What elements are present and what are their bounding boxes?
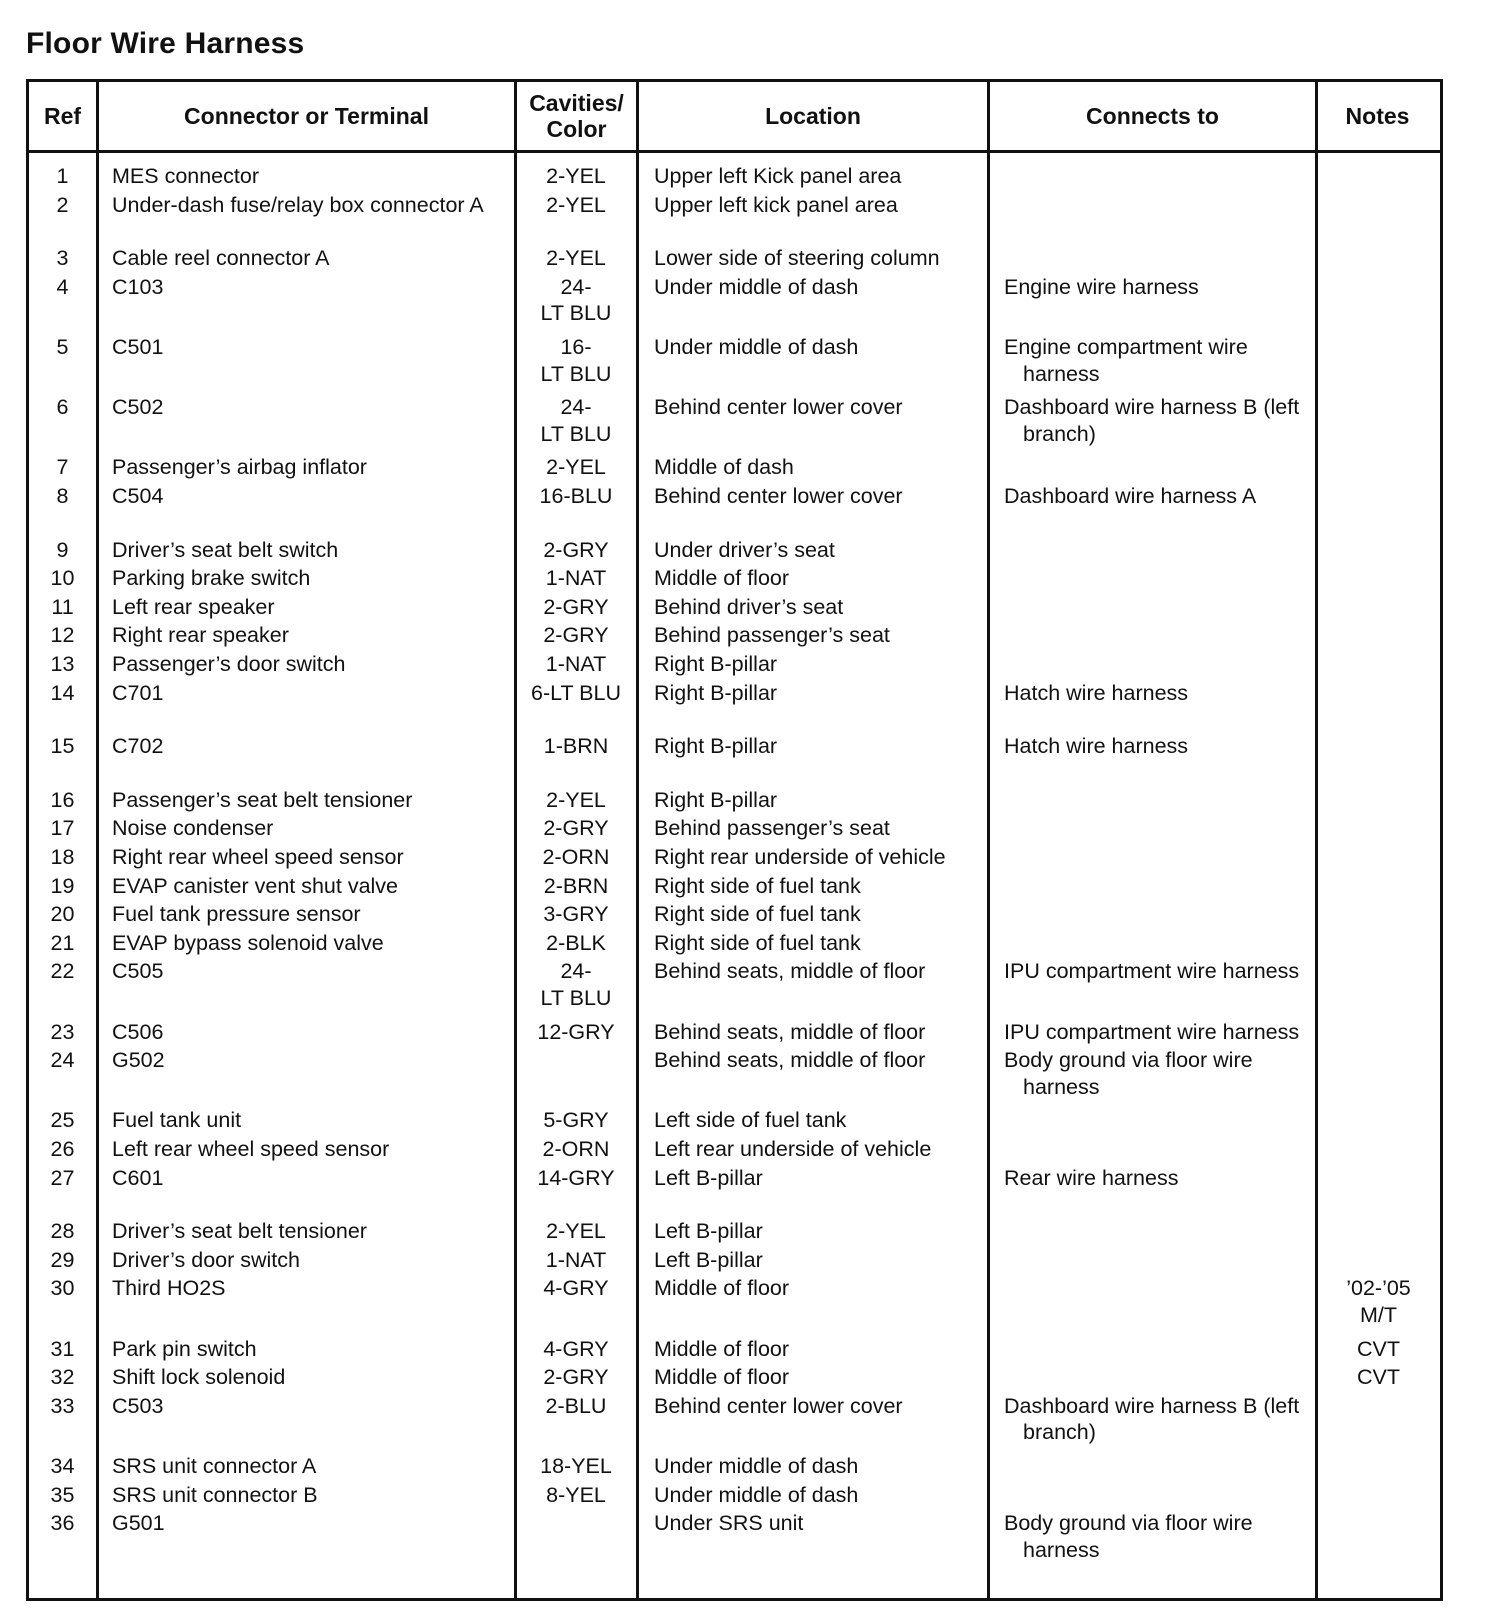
page-title: Floor Wire Harness xyxy=(26,27,305,60)
row-connector: Driver’s door switch xyxy=(112,1247,300,1272)
row-cavities: 2-BRN xyxy=(543,873,609,898)
row-connects-to: Hatch wire harness xyxy=(1004,680,1189,705)
row-cavities: 16- LT BLU xyxy=(540,335,612,386)
row-location: Upper left kick panel area xyxy=(654,192,898,217)
row-connector: C502 xyxy=(112,395,164,420)
row-location: Middle of floor xyxy=(654,1336,790,1361)
row-location: Right rear underside of vehicle xyxy=(654,845,946,869)
row-location: Behind passenger’s seat xyxy=(654,623,890,648)
row-connects-to: Body ground via floor wire harness xyxy=(1004,1048,1253,1099)
row-location: Right side of fuel tank xyxy=(654,902,861,927)
row-ref: 7 xyxy=(56,455,69,480)
row-connector: C504 xyxy=(112,484,164,508)
row-connector: C506 xyxy=(112,1019,164,1044)
row-ref: 8 xyxy=(56,484,69,508)
row-location: Middle of floor xyxy=(654,1276,790,1301)
row-ref: 16 xyxy=(50,787,75,812)
row-ref: 30 xyxy=(50,1276,75,1301)
row-connector: C503 xyxy=(112,1393,164,1418)
row-ref: 2 xyxy=(56,192,69,217)
row-ref: 35 xyxy=(50,1482,75,1507)
row-location: Under middle of dash xyxy=(654,274,859,299)
row-ref: 4 xyxy=(56,274,69,299)
row-cavities: 24- LT BLU xyxy=(540,274,612,326)
row-connector: SRS unit connector A xyxy=(112,1454,317,1478)
row-connector: Park pin switch xyxy=(112,1336,257,1361)
row-connects-to: Hatch wire harness xyxy=(1004,734,1189,759)
row-cavities: 2-BLK xyxy=(546,930,606,955)
row-location: Right B-pillar xyxy=(654,734,778,759)
row-connects-to: Dashboard wire harness A xyxy=(1004,484,1257,508)
row-location: Right B-pillar xyxy=(654,787,778,812)
row-connector: SRS unit connector B xyxy=(112,1482,318,1507)
row-notes: CVT xyxy=(1357,1365,1400,1390)
row-connector: Shift lock solenoid xyxy=(112,1365,286,1390)
row-cavities: 1-NAT xyxy=(545,566,607,591)
row-ref: 5 xyxy=(56,335,69,359)
row-cavities: 6-LT BLU xyxy=(530,680,622,705)
row-connector: Left rear speaker xyxy=(112,594,275,619)
row-location: Right side of fuel tank xyxy=(654,930,861,955)
row-connector: Fuel tank pressure sensor xyxy=(112,902,361,927)
row-location: Left B-pillar xyxy=(654,1219,763,1244)
row-cavities: 4-GRY xyxy=(543,1336,609,1361)
row-cavities: 24- LT BLU xyxy=(540,959,612,1010)
row-connector: Third HO2S xyxy=(112,1276,226,1301)
row-connector: Noise condenser xyxy=(112,816,274,841)
row-connector: EVAP canister vent shut valve xyxy=(112,873,399,898)
row-notes: ’02-’05 M/T xyxy=(1346,1276,1411,1327)
row-cavities: 14-GRY xyxy=(537,1165,615,1190)
row-cavities: 1-NAT xyxy=(545,1247,607,1272)
row-cavities: 5-GRY xyxy=(543,1108,609,1133)
row-connector: Passenger’s door switch xyxy=(112,652,346,676)
row-ref: 10 xyxy=(50,566,75,591)
row-connector: Left rear wheel speed sensor xyxy=(112,1137,390,1161)
row-ref: 3 xyxy=(56,246,69,271)
row-ref: 13 xyxy=(50,652,75,676)
row-cavities: 2-YEL xyxy=(546,787,606,812)
row-connector: Passenger’s seat belt tensioner xyxy=(112,787,413,812)
row-cavities: 16-BLU xyxy=(539,484,613,508)
row-connector: Right rear wheel speed sensor xyxy=(112,845,404,869)
row-cavities: 8-YEL xyxy=(546,1482,606,1507)
header-divider xyxy=(29,150,1440,153)
row-location: Left B-pillar xyxy=(654,1165,763,1190)
row-connector: G501 xyxy=(112,1511,165,1536)
row-location: Behind center lower cover xyxy=(654,395,903,420)
row-cavities: 2-GRY xyxy=(543,594,609,619)
row-cavities: 2-YEL xyxy=(546,455,606,480)
row-connects-to: IPU compartment wire harness xyxy=(1004,1019,1300,1044)
row-ref: 32 xyxy=(50,1365,75,1390)
row-cavities: 2-ORN xyxy=(542,845,610,869)
row-connector: Under-dash fuse/relay box connector A xyxy=(112,192,484,217)
header-connects-to: Connects to xyxy=(1086,103,1219,129)
row-location: Under middle of dash xyxy=(654,335,859,359)
row-connector: Driver’s seat belt tensioner xyxy=(112,1219,367,1244)
row-ref: 18 xyxy=(50,845,75,869)
row-ref: 12 xyxy=(50,623,75,648)
row-connector: C501 xyxy=(112,335,164,359)
row-connects-to: Dashboard wire harness B (left branch) xyxy=(1004,1393,1300,1445)
header-cavities xyxy=(517,82,636,150)
column-divider xyxy=(1315,82,1318,1598)
row-location: Right side of fuel tank xyxy=(654,873,861,898)
row-cavities: 2-YEL xyxy=(546,192,606,217)
row-ref: 26 xyxy=(50,1137,75,1161)
row-location: Under middle of dash xyxy=(654,1454,859,1478)
row-ref: 31 xyxy=(50,1336,75,1361)
row-connector: Driver’s seat belt switch xyxy=(112,537,339,562)
row-connects-to: Body ground via floor wire harness xyxy=(1004,1511,1253,1562)
row-ref: 15 xyxy=(50,734,75,759)
row-notes: CVT xyxy=(1357,1336,1400,1361)
row-ref: 34 xyxy=(50,1454,75,1478)
row-location: Left side of fuel tank xyxy=(654,1108,847,1133)
row-ref: 19 xyxy=(50,873,75,898)
row-connects-to: IPU compartment wire harness xyxy=(1004,959,1300,984)
row-connector: MES connector xyxy=(112,164,259,188)
row-ref: 11 xyxy=(51,594,74,619)
row-cavities: 2-YEL xyxy=(546,164,606,188)
row-ref: 14 xyxy=(50,680,75,705)
row-ref: 29 xyxy=(50,1247,75,1272)
row-cavities: 1-BRN xyxy=(543,734,609,759)
row-location: Right B-pillar xyxy=(654,652,778,676)
row-location: Middle of floor xyxy=(654,1365,790,1390)
header-cavities-line1: Cavities/ xyxy=(529,90,624,116)
row-cavities: 2-GRY xyxy=(543,1365,609,1390)
row-cavities: 2-GRY xyxy=(543,623,609,648)
row-ref: 20 xyxy=(50,902,75,927)
row-ref: 23 xyxy=(50,1019,75,1044)
row-connector: C702 xyxy=(112,734,164,759)
row-ref: 17 xyxy=(50,816,75,841)
row-connector: Fuel tank unit xyxy=(112,1108,242,1133)
header-ref: Ref xyxy=(43,103,82,129)
header-location: Location xyxy=(765,103,861,129)
row-cavities: 1-NAT xyxy=(545,652,607,676)
row-connects-to: Engine compartment wire harness xyxy=(1004,335,1248,386)
header-cavities-line2: Color xyxy=(546,116,607,142)
row-location: Upper left Kick panel area xyxy=(654,164,902,188)
row-location: Lower side of steering column xyxy=(654,246,940,271)
row-connector: C601 xyxy=(112,1165,164,1190)
row-location: Behind driver’s seat xyxy=(654,594,844,619)
row-location: Behind seats, middle of floor xyxy=(654,959,926,984)
header-notes: Notes xyxy=(1345,103,1410,129)
row-location: Behind center lower cover xyxy=(654,484,903,508)
row-cavities: 2-GRY xyxy=(543,816,609,841)
row-connects-to: Rear wire harness xyxy=(1004,1165,1179,1190)
row-cavities: 2-YEL xyxy=(546,246,606,271)
row-location: Behind passenger’s seat xyxy=(654,816,890,841)
row-location: Behind center lower cover xyxy=(654,1393,903,1418)
row-location: Middle of floor xyxy=(654,566,790,591)
row-cavities: 4-GRY xyxy=(543,1276,609,1301)
row-cavities: 2-GRY xyxy=(543,537,609,562)
column-divider xyxy=(636,82,639,1598)
row-connects-to: Engine wire harness xyxy=(1004,274,1199,299)
row-ref: 6 xyxy=(56,395,69,420)
row-connects-to: Dashboard wire harness B (left branch) xyxy=(1004,395,1300,446)
row-cavities: 2-ORN xyxy=(542,1137,610,1161)
row-location: Under driver’s seat xyxy=(654,537,835,562)
row-ref: 36 xyxy=(50,1511,75,1536)
row-ref: 27 xyxy=(50,1165,75,1190)
row-location: Behind seats, middle of floor xyxy=(654,1048,926,1073)
row-cavities: 12-GRY xyxy=(537,1019,615,1044)
row-connector: G502 xyxy=(112,1048,165,1073)
row-connector: Passenger’s airbag inflator xyxy=(112,455,367,480)
row-cavities: 24- LT BLU xyxy=(540,395,612,446)
harness-table xyxy=(26,79,1443,1601)
row-cavities: 2-YEL xyxy=(546,1219,606,1244)
row-connector: Parking brake switch xyxy=(112,566,311,591)
row-location: Left rear underside of vehicle xyxy=(654,1137,932,1161)
row-location: Middle of dash xyxy=(654,455,794,480)
row-ref: 22 xyxy=(50,959,75,984)
row-connector: EVAP bypass solenoid valve xyxy=(112,930,384,955)
row-cavities: 2-BLU xyxy=(545,1393,607,1418)
row-connector: Cable reel connector A xyxy=(112,246,330,271)
row-connector: Right rear speaker xyxy=(112,623,289,648)
row-ref: 25 xyxy=(50,1108,75,1133)
row-connector: C103 xyxy=(112,274,164,299)
row-connector: C701 xyxy=(112,680,164,705)
row-location: Behind seats, middle of floor xyxy=(654,1019,926,1044)
row-location: Right B-pillar xyxy=(654,680,778,705)
row-cavities: 18-YEL xyxy=(540,1454,612,1478)
row-ref: 28 xyxy=(50,1219,75,1244)
row-ref: 33 xyxy=(50,1393,75,1418)
row-cavities: 3-GRY xyxy=(543,902,609,927)
row-ref: 9 xyxy=(56,537,69,562)
row-location: Under middle of dash xyxy=(654,1482,859,1507)
row-ref: 21 xyxy=(50,930,75,955)
row-ref: 24 xyxy=(50,1048,75,1073)
row-location: Left B-pillar xyxy=(654,1247,763,1272)
row-connector: C505 xyxy=(112,959,164,984)
row-ref: 1 xyxy=(56,164,69,188)
header-connector: Connector or Terminal xyxy=(184,103,429,129)
row-location: Under SRS unit xyxy=(654,1511,804,1536)
column-divider xyxy=(96,82,99,1598)
